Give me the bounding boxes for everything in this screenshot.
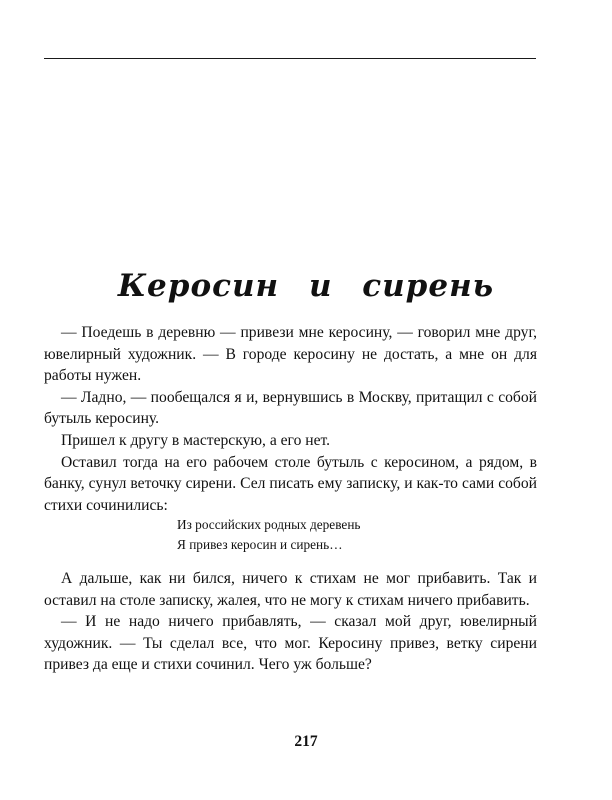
paragraph: — И не надо ничего прибавлять, — сказал мой друг, ювелирный художник. — Ты сделал все, что мог. Керосину привез, ветку сирени привез да еще и стихи сочинил. Чего уж больше? [44, 613, 537, 674]
paragraph: — Поедешь в деревню — привези мне керосину, — говорил мне друг, ювелирный художник. — В городе керосину не достать, а мне он для работы нужен. [44, 324, 537, 385]
paragraph: Оставил тогда на его рабочем столе бутыль с керосином, а рядом, в банку, сунул веточку сирени. Сел писать ему записку, и как-то сами собой стихи сочинились: [44, 453, 537, 514]
poem [177, 515, 361, 554]
text-block-before-poem [44, 322, 537, 516]
paragraph: А дальше, как ни бился, ничего к стихам не мог прибавить. Так и оставил на столе записку, жалея, что не могу к стихам ничего прибавить. [44, 570, 537, 609]
poem-line: Из российских родных деревень [177, 517, 361, 532]
paragraph: — Ладно, — пообещался я и, вернувшись в Москву, притащил с собой бутыль керосину. [44, 388, 537, 428]
paragraph: Пришел к другу в мастерскую, а его нет. [61, 431, 331, 449]
text-block-after-poem [44, 568, 537, 676]
poem-line: Я привез керосин и сирень… [177, 536, 343, 552]
top-divider [44, 58, 536, 59]
story-title: Керосин и сирень [117, 268, 495, 304]
page-number: 217 [294, 733, 318, 750]
